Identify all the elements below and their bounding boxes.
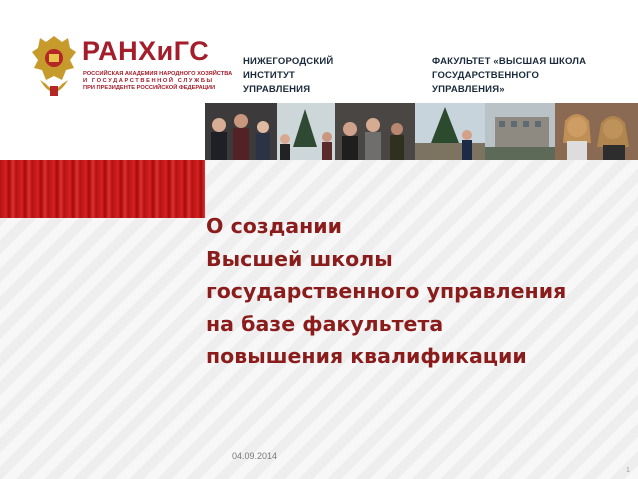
institute-name-line: НИЖЕГОРОДСКИЙ xyxy=(243,56,334,67)
slide-title-line: повышения квалификации xyxy=(206,344,527,368)
logo-subtitle-line: ПРИ ПРЕЗИДЕНТЕ РОССИЙСКОЙ ФЕДЕРАЦИИ xyxy=(83,85,216,91)
photo-strip xyxy=(205,103,638,160)
slide-page-number: 1 xyxy=(626,467,630,474)
slide-date: 04.09.2014 xyxy=(232,451,278,461)
institute-name-line: ИНСТИТУТ xyxy=(243,70,296,81)
ranepa-logo xyxy=(32,34,233,104)
red-accent-band xyxy=(0,160,205,218)
faculty-name xyxy=(432,55,586,97)
slide-title-line: О создании xyxy=(206,214,342,238)
logo-subtitle-line: РОССИЙСКАЯ АКАДЕМИЯ НАРОДНОГО ХОЗЯЙСТВА xyxy=(83,71,233,77)
faculty-name-line: УПРАВЛЕНИЯ» xyxy=(432,84,505,95)
slide-title-line: государственного управления xyxy=(206,279,567,303)
institute-name-line: УПРАВЛЕНИЯ xyxy=(243,84,311,95)
institute-name xyxy=(243,55,333,97)
slide-title-line: Высшей школы xyxy=(206,246,393,271)
slide-title xyxy=(206,210,566,373)
slide-title-line: на базе факультета xyxy=(206,311,444,336)
campus-photos-image xyxy=(205,103,638,160)
faculty-name-line: ФАКУЛЬТЕТ «ВЫСШАЯ ШКОЛА xyxy=(432,56,587,67)
logo-subtitle-line: И ГОСУДАРСТВЕННОЙ СЛУЖБЫ xyxy=(83,78,214,84)
logo-wordmark: РАНХиГС xyxy=(82,36,210,66)
faculty-name-line: ГОСУДАРСТВЕННОГО xyxy=(432,70,540,81)
eagle-emblem-icon xyxy=(32,34,76,104)
